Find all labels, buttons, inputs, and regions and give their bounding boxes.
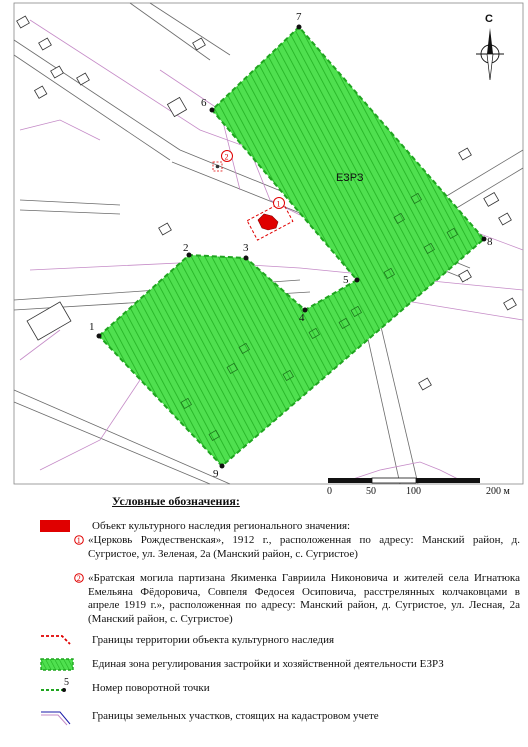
badge-1-label: 1 — [76, 535, 81, 545]
turning-point-7 — [297, 25, 302, 30]
turning-point-5 — [355, 278, 360, 283]
legend-item-2-text: «Братская могила партизана Якименка Гавриила Никоновича и жителей села Игнатюка Емельяна Фёдоровича, Совпеля Федосея Осиповича, расстрелянных колчаковцами в апреле 1919 г.», расположенная по адресу: Манский район, д. Сугристое, ул. Лесная, 2а (Манский район, с. Сугристое) — [88, 572, 520, 625]
point-label-3: 3 — [243, 242, 249, 254]
legend-zone-text: Единая зона регулирования застройки и хозяйственной деятельности ЕЗРЗ — [92, 658, 444, 670]
legend-title: Условные обозначения: — [112, 494, 240, 508]
north-label: С — [485, 13, 493, 25]
scale-tick-200: 200 м — [486, 486, 510, 497]
scale-tick-100: 100 — [406, 486, 421, 497]
point-label-6: 6 — [201, 97, 207, 109]
point-label-8: 8 — [487, 236, 493, 248]
scale-tick-0: 0 — [327, 486, 332, 497]
legend-parcels-text: Границы земельных участков, стоящих на кадастровом учете — [92, 710, 379, 722]
scale-tick-50: 50 — [366, 486, 376, 497]
legend-parcels — [40, 710, 520, 730]
point-label-4: 4 — [299, 312, 305, 324]
scale-labels — [0, 486, 528, 500]
turning-point-9 — [220, 464, 225, 469]
scale-bar — [328, 478, 480, 483]
object-marker-2: 2 — [224, 152, 229, 162]
turning-point-1 — [97, 334, 102, 339]
point-label-2: 2 — [183, 242, 189, 254]
territory-boundary-icon — [40, 634, 74, 648]
legend-item-1-text: «Церковь Рождественская», 1912 г., расположенная по адресу: Манский район, д. Сугристое, ул. Зеленая, 2а (Манский район, с. Сугристое) — [88, 534, 520, 560]
point-label-7: 7 — [296, 11, 302, 23]
legend-item-1 — [74, 534, 520, 561]
legend-territory — [40, 634, 520, 652]
badge-2-label: 2 — [76, 573, 81, 583]
legend-territory-text: Границы территории объекта культурного наследия — [92, 634, 335, 646]
zone-label: ЕЗРЗ — [336, 172, 364, 184]
zone-swatch-icon — [40, 658, 74, 672]
heritage-swatch — [40, 520, 70, 532]
legend-zone — [40, 658, 520, 676]
parcel-boundary-icon — [40, 710, 74, 726]
legend-item-2 — [74, 572, 520, 626]
point-label-1: 1 — [89, 321, 95, 333]
legend-turning-point — [40, 677, 520, 700]
legend-heritage-header: Объект культурного наследия регионального значения: — [92, 520, 351, 532]
turning-point-6 — [210, 108, 215, 113]
point-label-9: 9 — [213, 468, 219, 480]
turning-point-8 — [482, 237, 487, 242]
turning-point-3 — [244, 256, 249, 261]
legend-turning-point-text: Номер поворотной точки — [92, 682, 210, 694]
object-marker-1: 1 — [276, 199, 281, 209]
turning-point-sample: 5 — [64, 677, 69, 688]
point-label-5: 5 — [343, 274, 349, 286]
